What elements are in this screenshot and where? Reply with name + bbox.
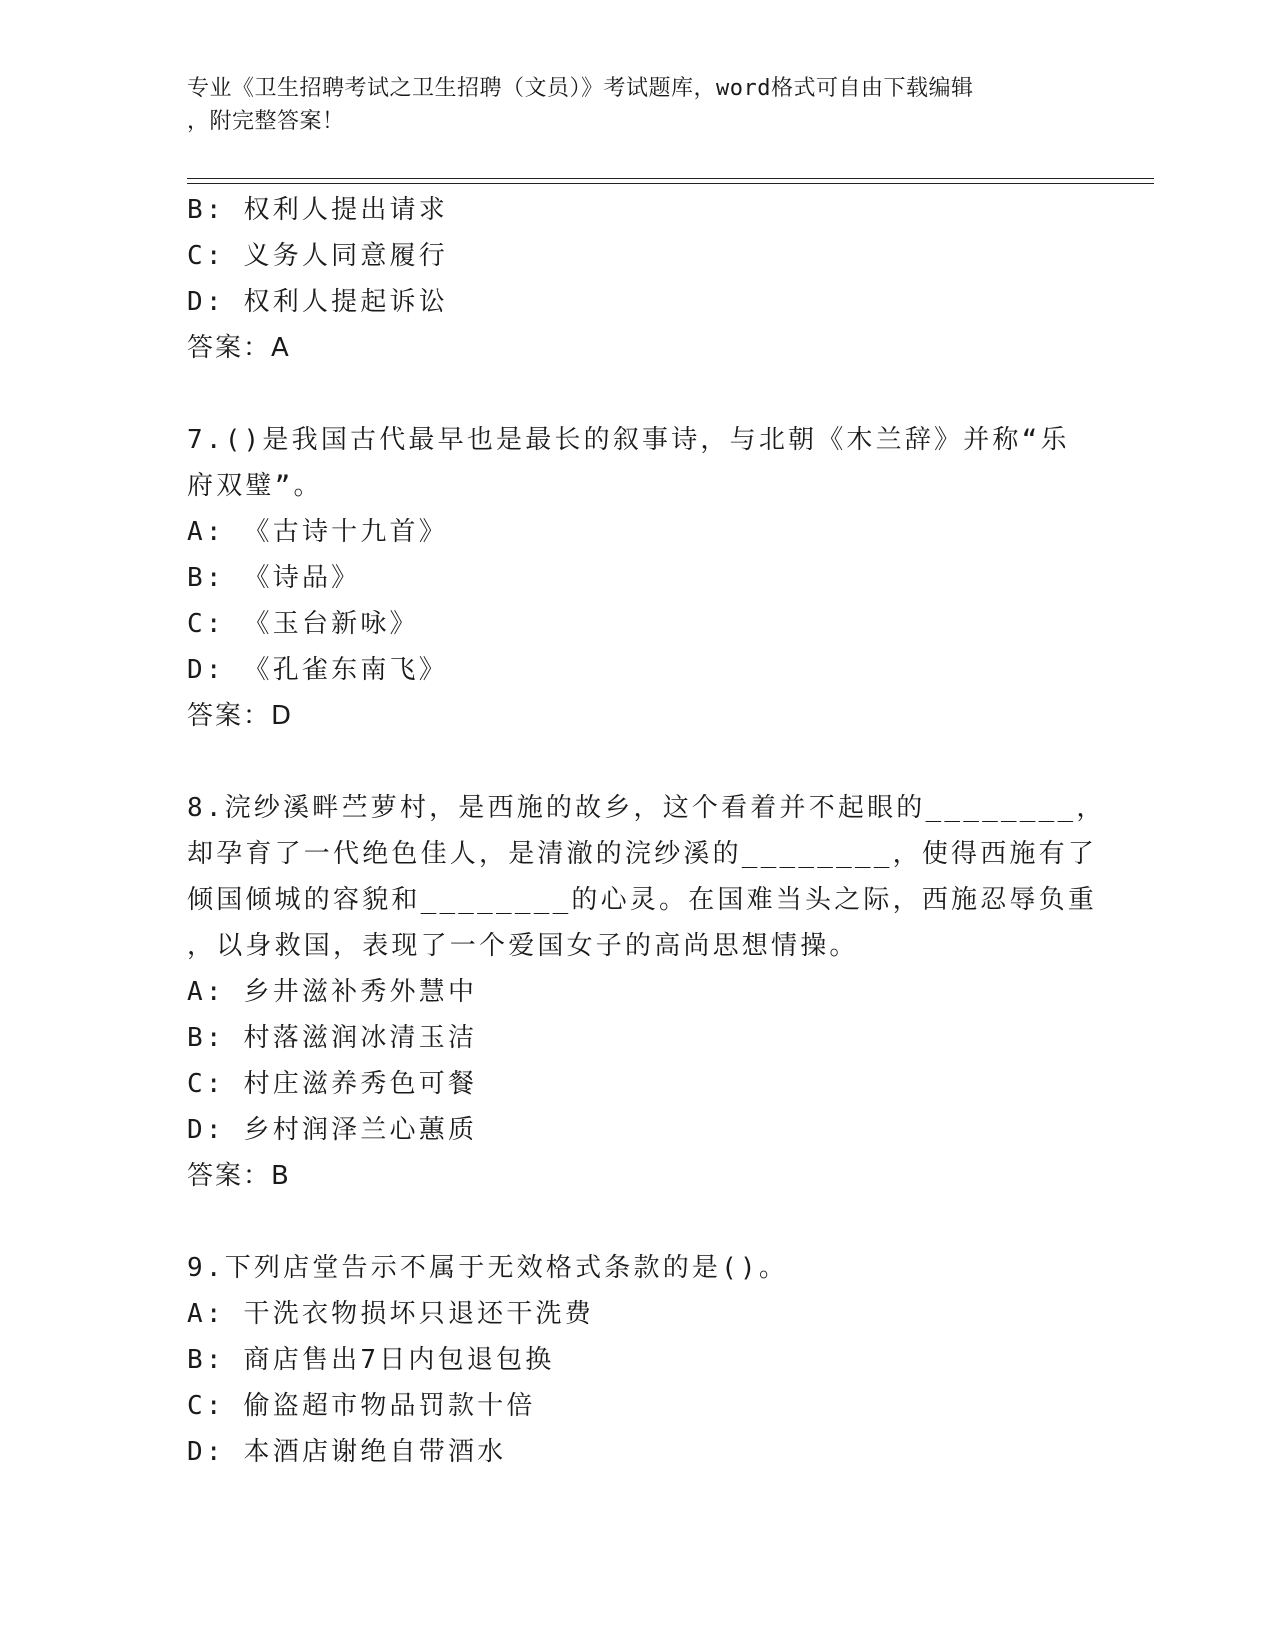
option-c: C: 《玉台新咏》 xyxy=(187,609,419,639)
answer: 答案：D xyxy=(187,701,294,731)
option-b: B: 商店售出7日内包退包换 xyxy=(187,1345,555,1375)
question-9 xyxy=(187,1245,1087,1475)
answer: 答案：B xyxy=(187,1161,291,1191)
question-stem: ，以身救国，表现了一个爱国女子的高尚思想情操。 xyxy=(187,931,859,961)
option-d: D: 权利人提起诉讼 xyxy=(187,287,448,317)
question-stem: 倾国倾城的容貌和________的心灵。在国难当头之际，西施忍辱负重 xyxy=(187,885,1098,915)
header-title-line-1: 专业《卫生招聘考试之卫生招聘（文员）》考试题库，word格式可自由下载编辑 xyxy=(187,76,974,101)
header-divider-bottom xyxy=(187,183,1154,184)
option-d: D: 《孔雀东南飞》 xyxy=(187,655,448,685)
header-divider-top xyxy=(187,178,1154,179)
option-c: C: 义务人同意履行 xyxy=(187,241,448,271)
question-stem: 却孕育了一代绝色佳人，是清澈的浣纱溪的________，使得西施有了 xyxy=(187,839,1098,869)
answer: 答案：A xyxy=(187,333,291,363)
question-stem: 7.()是我国古代最早也是最长的叙事诗，与北朝《木兰辞》并称“乐 xyxy=(187,425,1070,455)
option-b: B: 村落滋润冰清玉洁 xyxy=(187,1023,478,1053)
option-b: B: 权利人提出请求 xyxy=(187,195,448,225)
question-stem: 府双璧”。 xyxy=(187,471,323,501)
question-8 xyxy=(187,785,1106,1199)
question-stem: 9.下列店堂告示不属于无效格式条款的是()。 xyxy=(187,1253,789,1283)
option-a: A: 乡井滋补秀外慧中 xyxy=(187,977,478,1007)
question-7 xyxy=(187,417,1087,739)
question-6 xyxy=(187,187,1087,371)
option-c: C: 偷盗超市物品罚款十倍 xyxy=(187,1391,536,1421)
question-list xyxy=(187,187,1106,1475)
option-d: D: 本酒店谢绝自带酒水 xyxy=(187,1437,507,1467)
option-c: C: 村庄滋养秀色可餐 xyxy=(187,1069,478,1099)
option-d: D: 乡村润泽兰心蕙质 xyxy=(187,1115,478,1145)
page-header xyxy=(187,72,1087,138)
option-a: A: 干洗衣物损坏只退还干洗费 xyxy=(187,1299,594,1329)
option-b: B: 《诗品》 xyxy=(187,563,361,593)
question-stem: 8.浣纱溪畔苎萝村，是西施的故乡，这个看着并不起眼的________， xyxy=(187,793,1106,823)
header-title-line-2: ，附完整答案！ xyxy=(187,109,345,134)
option-a: A: 《古诗十九首》 xyxy=(187,517,448,547)
